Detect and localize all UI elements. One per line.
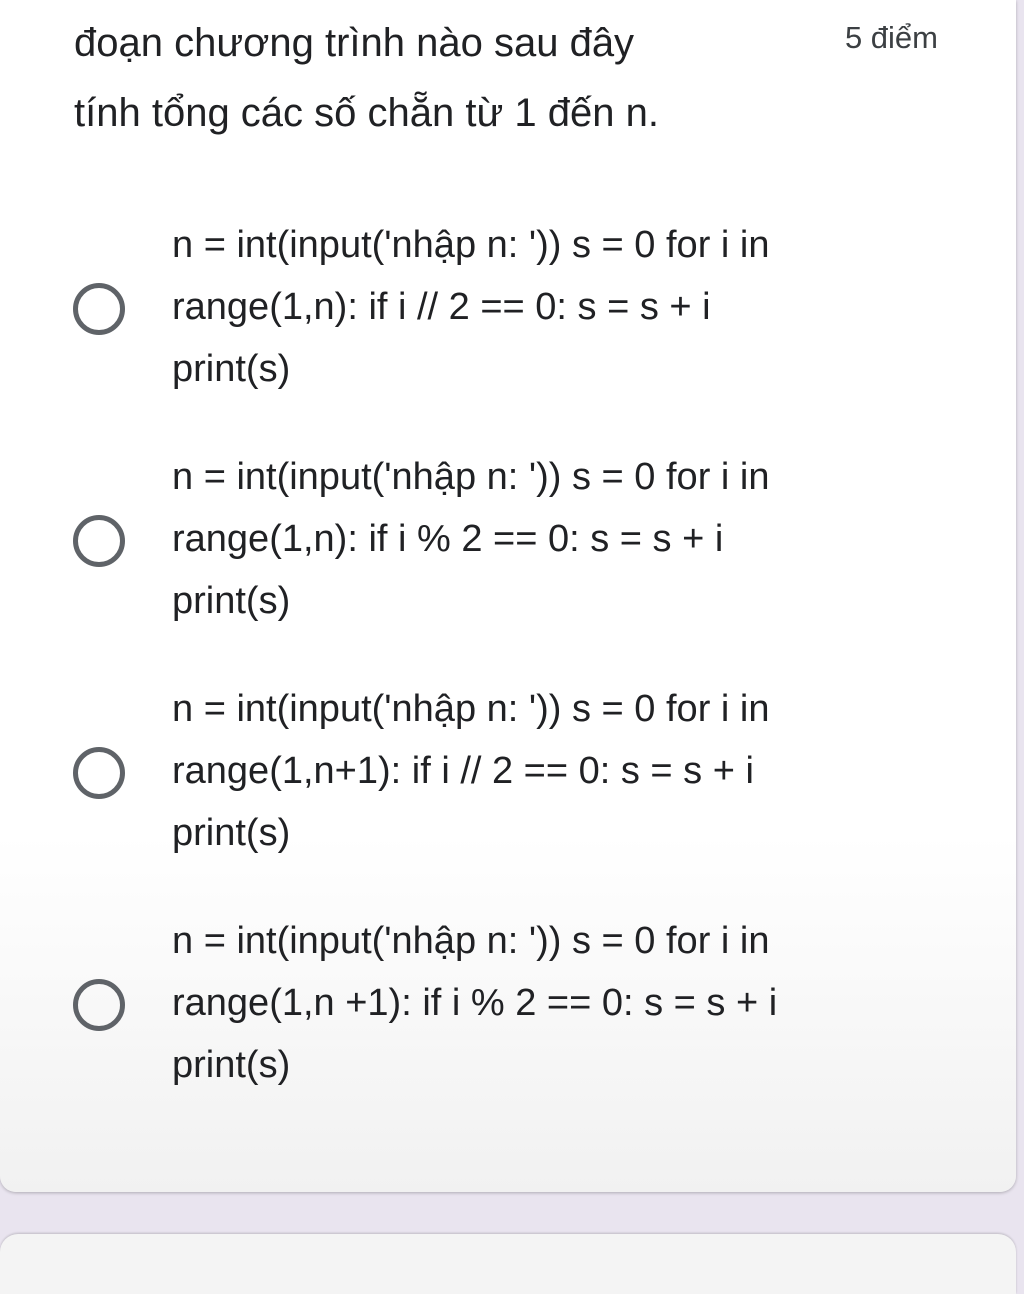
option-text-line: n = int(input('nhập n: ')) s = 0 for i in <box>172 224 770 266</box>
option-text-line: print(s) <box>172 580 291 622</box>
option-text-line: print(s) <box>172 1044 291 1086</box>
option-label[interactable] <box>172 678 872 864</box>
next-question-card <box>0 1234 1016 1294</box>
radio-group <box>0 214 1016 1142</box>
radio-button-icon[interactable] <box>73 515 125 567</box>
question-title-line-1: đoạn chương trình nào sau đây <box>74 21 635 65</box>
option-3[interactable] <box>0 678 1016 910</box>
option-text-line: range(1,n +1): if i % 2 == 0: s = s + i <box>172 982 778 1024</box>
option-text-line: range(1,n): if i // 2 == 0: s = s + i <box>172 286 711 328</box>
option-text-line: range(1,n+1): if i // 2 == 0: s = s + i <box>172 750 754 792</box>
option-label[interactable] <box>172 214 872 400</box>
radio-button-icon[interactable] <box>73 979 125 1031</box>
option-label[interactable] <box>172 910 872 1096</box>
option-text-line: print(s) <box>172 348 291 390</box>
option-label[interactable] <box>172 446 872 632</box>
points-badge: 5 điểm <box>844 20 938 55</box>
question-title-line-2: tính tổng các số chẵn từ 1 đến n. <box>74 91 659 135</box>
option-text-line: n = int(input('nhập n: ')) s = 0 for i in <box>172 456 770 498</box>
radio-button-icon[interactable] <box>73 283 125 335</box>
option-2[interactable] <box>0 446 1016 678</box>
option-text-line: print(s) <box>172 812 291 854</box>
option-text-line: n = int(input('nhập n: ')) s = 0 for i in <box>172 920 770 962</box>
radio-button-icon[interactable] <box>73 747 125 799</box>
option-text-line: range(1,n): if i % 2 == 0: s = s + i <box>172 518 724 560</box>
option-text-line: n = int(input('nhập n: ')) s = 0 for i in <box>172 688 770 730</box>
option-4[interactable] <box>0 910 1016 1142</box>
question-title <box>74 8 794 148</box>
option-1[interactable] <box>0 214 1016 446</box>
